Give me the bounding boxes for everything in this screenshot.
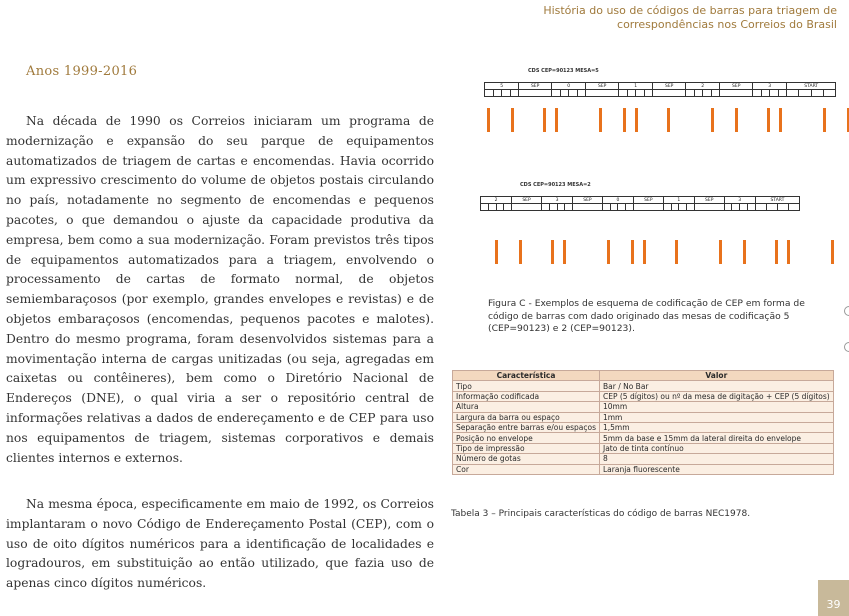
barcode-segment-label: 5 bbox=[485, 83, 519, 90]
barcode-cell bbox=[653, 90, 686, 97]
barcode-bar-slot bbox=[487, 108, 490, 132]
barcode-bar-slot bbox=[599, 108, 602, 132]
spec-header-characteristic: Característica bbox=[453, 371, 600, 381]
page-edge-mark bbox=[844, 306, 849, 316]
barcode-segment-label: 3 bbox=[724, 197, 755, 204]
body-paragraph-1: Na década de 1990 os Correios iniciaram um programa de modernização e expansão do seu parque de equipamentos automatizados de triagem de cartas e encomendas. Havia ocorrido um expressivo crescimento do volume de objetos postais circulando no país, notadamente no segmento de encomendas e pequenos pacotes, o que demandou o ajuste da capacidade produtiva da empresa, bem como a sua modernização. Foram previstos três tipos de equipamentos automatizados para a triagem, envolvendo o processamento de cartas de formato normal, de objetos semiembaraçosos (por exemplo, grandes envelopes e revistas) e de objetos embaraçosos (encomendas, pequenos pacotes e malotes). Dentro do mesmo programa, foram desenvolvidos sistemas para a movimentação interna de cargas unitizadas (ou seja, agregadas em caixetas ou contêineres), bem como o Diretório Nacional de Endereços (DNE), o qual viria a ser o repositório central de informações relativas a dados de endereçamento e de CEP para uso nos equipamentos de triagem, sistemas corporativos e demais clientes internos e externos. bbox=[6, 114, 434, 465]
barcode-2-bars bbox=[494, 240, 849, 264]
barcode-bar-slot bbox=[631, 240, 634, 264]
barcode-bar-slot bbox=[678, 108, 684, 132]
barcode-bar-slot bbox=[506, 240, 512, 264]
barcode-1-bars bbox=[486, 108, 849, 132]
spec-table bbox=[452, 370, 834, 475]
barcode-bar-slot bbox=[495, 240, 498, 264]
section-title: Anos 1999-2016 bbox=[26, 64, 138, 79]
barcode-segment-label: START bbox=[787, 83, 836, 90]
barcode-bar-slot bbox=[543, 108, 546, 132]
barcode-bar-slot bbox=[610, 108, 616, 132]
barcode-2-table bbox=[480, 196, 800, 211]
spec-characteristic-cell: Tipo bbox=[453, 381, 600, 391]
barcode-bar-slot bbox=[722, 108, 728, 132]
barcode-cell bbox=[573, 204, 603, 211]
barcode-segment-label: SEP bbox=[694, 197, 724, 204]
barcode-cell bbox=[755, 204, 766, 211]
barcode-segment-label: 1 bbox=[619, 83, 653, 90]
barcode-cell bbox=[787, 90, 799, 97]
table-row bbox=[453, 412, 834, 422]
barcode-cell bbox=[811, 90, 823, 97]
barcode-bar-slot bbox=[810, 240, 816, 264]
barcode-bar-slot bbox=[522, 108, 528, 132]
spec-value-cell: 5mm da base e 15mm da lateral direita do envelope bbox=[599, 433, 833, 443]
barcode-cell bbox=[627, 90, 636, 97]
barcode-cell bbox=[711, 90, 720, 97]
barcode-segment-label: 2 bbox=[481, 197, 512, 204]
barcode-bar-slot bbox=[730, 240, 736, 264]
table-caption: Tabela 3 – Principais características do código de barras NEC1978. bbox=[451, 509, 751, 519]
spec-characteristic-cell: Tipo de impressão bbox=[453, 443, 600, 453]
barcode-bar-slot bbox=[831, 240, 834, 264]
barcode-bar-slot bbox=[555, 108, 558, 132]
barcode-cell bbox=[761, 90, 770, 97]
page-number: 39 bbox=[818, 580, 849, 616]
barcode-cell bbox=[577, 90, 586, 97]
barcode-cell bbox=[481, 204, 489, 211]
barcode-bar-slot bbox=[662, 240, 668, 264]
barcode-1-table bbox=[484, 82, 836, 97]
table-row bbox=[453, 443, 834, 453]
barcode-bar-slot bbox=[842, 240, 848, 264]
barcode-cell bbox=[687, 204, 695, 211]
barcode-cell bbox=[679, 204, 687, 211]
spec-header-value: Valor bbox=[599, 371, 833, 381]
barcode-segment-label: SEP bbox=[720, 83, 753, 90]
barcode-cell bbox=[740, 204, 748, 211]
barcode-cell bbox=[485, 90, 494, 97]
spec-value-cell: 8 bbox=[599, 454, 833, 464]
barcode-cell bbox=[720, 90, 753, 97]
spec-value-cell: 1mm bbox=[599, 412, 833, 422]
table-row bbox=[453, 402, 834, 412]
barcode-cell bbox=[634, 204, 664, 211]
barcode-cell bbox=[788, 204, 799, 211]
spec-value-cell: Jato de tinta contínuo bbox=[599, 443, 833, 453]
barcode-bar-slot bbox=[635, 108, 638, 132]
barcode-bar-slot bbox=[746, 108, 752, 132]
table-row bbox=[453, 422, 834, 432]
spec-value-cell: Laranja fluorescente bbox=[599, 464, 833, 474]
barcode-figure bbox=[480, 66, 840, 286]
barcode-bar-slot bbox=[698, 240, 704, 264]
spec-characteristic-cell: Número de gotas bbox=[453, 454, 600, 464]
barcode-bar-slot bbox=[586, 240, 592, 264]
barcode-cell bbox=[777, 204, 788, 211]
barcode-bar-slot bbox=[530, 240, 536, 264]
barcode-bar-slot bbox=[667, 108, 670, 132]
barcode-cell bbox=[694, 90, 703, 97]
barcode-bar-slot bbox=[563, 240, 566, 264]
barcode-cell bbox=[541, 204, 549, 211]
barcode-bar-slot bbox=[735, 108, 738, 132]
barcode-cell bbox=[626, 204, 634, 211]
barcode-cell bbox=[510, 90, 519, 97]
barcode-segment-label: SEP bbox=[653, 83, 686, 90]
barcode-cell bbox=[671, 204, 679, 211]
barcode-cell bbox=[488, 204, 496, 211]
spec-value-cell: CEP (5 dígitos) ou nº da mesa de digitação + CEP (5 dígitos) bbox=[599, 391, 833, 401]
barcode-cell bbox=[732, 204, 740, 211]
barcode-cell bbox=[753, 90, 762, 97]
spec-characteristic-cell: Informação codificada bbox=[453, 391, 600, 401]
table-row bbox=[453, 433, 834, 443]
barcode-cell bbox=[766, 204, 777, 211]
barcode-1-header: CDS CEP=90123 MESA=5 bbox=[528, 68, 599, 74]
barcode-segment-label: SEP bbox=[634, 197, 664, 204]
barcode-segment-label: 3 bbox=[753, 83, 787, 90]
barcode-cell bbox=[799, 90, 811, 97]
barcode-bar-slot bbox=[754, 240, 760, 264]
running-head: História do uso de códigos de barras para triagem de correspondências nos Correios do Brasil bbox=[543, 4, 837, 31]
barcode-cell bbox=[636, 90, 645, 97]
barcode-bar-slot bbox=[675, 240, 678, 264]
barcode-cell bbox=[519, 90, 552, 97]
barcode-bar-slot bbox=[519, 240, 522, 264]
barcode-bar-slot bbox=[719, 240, 722, 264]
barcode-cell bbox=[686, 90, 695, 97]
barcode-cell bbox=[565, 204, 573, 211]
page-edge-mark bbox=[844, 342, 849, 352]
barcode-cell bbox=[557, 204, 565, 211]
spec-value-cell: Bar / No Bar bbox=[599, 381, 833, 391]
barcode-bar-slot bbox=[690, 108, 696, 132]
barcode-segment-label: 2 bbox=[686, 83, 720, 90]
barcode-segment-label: 0 bbox=[552, 83, 586, 90]
barcode-segment-label: 1 bbox=[663, 197, 694, 204]
barcode-bar-slot bbox=[607, 240, 610, 264]
barcode-cell bbox=[493, 90, 502, 97]
barcode-cell bbox=[504, 204, 512, 211]
spec-characteristic-cell: Cor bbox=[453, 464, 600, 474]
table-row bbox=[453, 454, 834, 464]
spec-value-cell: 10mm bbox=[599, 402, 833, 412]
barcode-segment-label: SEP bbox=[573, 197, 603, 204]
barcode-bar-slot bbox=[823, 108, 826, 132]
barcode-bar-slot bbox=[686, 240, 692, 264]
barcode-segment-label: SEP bbox=[519, 83, 552, 90]
body-paragraph-2: Na mesma época, especificamente em maio de 1992, os Correios implantaram o novo Código de Endereçamento Postal (CEP), com o uso de oito dígitos numéricos para a identificação de localidades e logradouros, em substituição ao então utilizado, que fazia uso de apenas cinco dígitos numéricos. bbox=[6, 497, 434, 591]
spec-characteristic-cell: Posição no envelope bbox=[453, 433, 600, 443]
barcode-bar-slot bbox=[767, 108, 770, 132]
barcode-bar-slot bbox=[711, 108, 714, 132]
barcode-bar-slot bbox=[498, 108, 504, 132]
figure-caption: Figura C - Exemplos de esquema de codificação de CEP em forma de código de barras com dado originado das mesas de codificação 5 (CEP=90123) e 2 (CEP=90123). bbox=[488, 298, 805, 334]
barcode-cell bbox=[586, 90, 619, 97]
barcode-cell bbox=[619, 90, 628, 97]
barcode-cell bbox=[644, 90, 653, 97]
table-row bbox=[453, 381, 834, 391]
barcode-bar-slot bbox=[790, 108, 796, 132]
barcode-bar-slot bbox=[798, 240, 804, 264]
spec-value-cell: 1,5mm bbox=[599, 422, 833, 432]
barcode-cell bbox=[724, 204, 732, 211]
barcode-bar-slot bbox=[618, 240, 624, 264]
spec-table-header-row bbox=[453, 371, 834, 381]
barcode-segment-label: 0 bbox=[602, 197, 633, 204]
spec-characteristic-cell: Separação entre barras e/ou espaços bbox=[453, 422, 600, 432]
barcode-cell bbox=[549, 204, 557, 211]
barcode-bar-slot bbox=[654, 108, 660, 132]
barcode-bar-slot bbox=[574, 240, 580, 264]
barcode-cell bbox=[618, 204, 626, 211]
table-row bbox=[453, 391, 834, 401]
barcode-bar-slot bbox=[787, 240, 790, 264]
spec-characteristic-cell: Altura bbox=[453, 402, 600, 412]
barcode-cell bbox=[502, 90, 511, 97]
barcode-cell bbox=[823, 90, 835, 97]
barcode-bar-slot bbox=[802, 108, 808, 132]
barcode-bar-slot bbox=[743, 240, 746, 264]
barcode-bar-slot bbox=[623, 108, 626, 132]
barcode-cell bbox=[694, 204, 724, 211]
barcode-cell bbox=[770, 90, 779, 97]
barcode-bar-slot bbox=[779, 108, 782, 132]
barcode-cell bbox=[569, 90, 578, 97]
barcode-segment-label: SEP bbox=[512, 197, 542, 204]
barcode-cell bbox=[560, 90, 569, 97]
table-row bbox=[453, 464, 834, 474]
barcode-segment-label: SEP bbox=[586, 83, 619, 90]
barcode-cell bbox=[552, 90, 561, 97]
barcode-2-header: CDS CEP=90123 MESA=2 bbox=[520, 182, 591, 188]
barcode-bar-slot bbox=[578, 108, 584, 132]
barcode-cell bbox=[748, 204, 756, 211]
barcode-cell bbox=[512, 204, 542, 211]
barcode-bar-slot bbox=[511, 108, 514, 132]
barcode-cell bbox=[703, 90, 712, 97]
barcode-cell bbox=[663, 204, 671, 211]
barcode-bar-slot bbox=[551, 240, 554, 264]
barcode-bar-slot bbox=[775, 240, 778, 264]
barcode-segment-label: 3 bbox=[541, 197, 572, 204]
barcode-bar-slot bbox=[643, 240, 646, 264]
barcode-cell bbox=[778, 90, 787, 97]
barcode-cell bbox=[610, 204, 618, 211]
barcode-bar-slot bbox=[566, 108, 572, 132]
spec-characteristic-cell: Largura da barra ou espaço bbox=[453, 412, 600, 422]
barcode-segment-label: START bbox=[755, 197, 799, 204]
barcode-cell bbox=[496, 204, 504, 211]
barcode-bar-slot bbox=[834, 108, 840, 132]
barcode-cell bbox=[602, 204, 610, 211]
